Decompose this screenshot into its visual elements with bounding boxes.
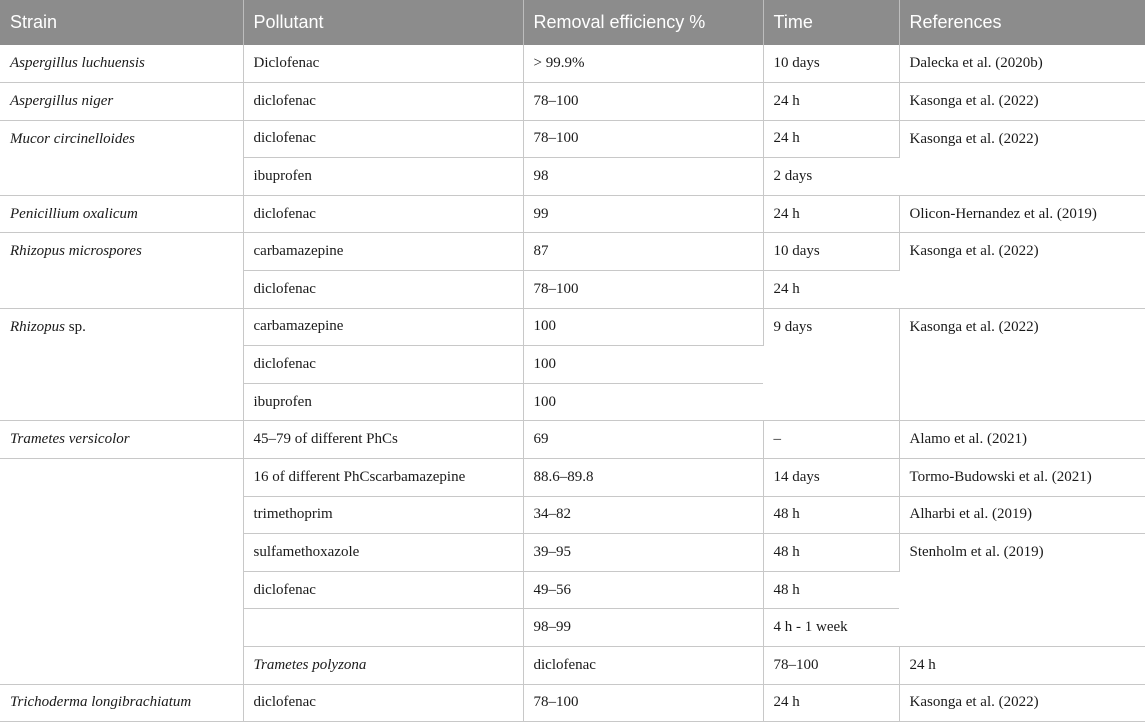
- header-row: [0, 0, 1145, 45]
- efficiency-cell: 87: [523, 233, 763, 271]
- strain-cell: Trametes versicolor: [0, 421, 243, 459]
- pollutant-cell: sulfamethoxazole: [243, 534, 523, 572]
- reference-cell: Stenholm et al. (2019): [899, 534, 1145, 647]
- table-row: [0, 308, 1145, 346]
- header-strain: Strain: [0, 0, 243, 45]
- pollutant-cell: diclofenac: [243, 195, 523, 233]
- reference-cell: Kasonga et al. (2022): [899, 684, 1145, 722]
- strain-cell: Rhizopus microspores: [0, 233, 243, 308]
- pollutant-cell: Diclofenac: [243, 45, 523, 83]
- reference-cell: Dalecka et al. (2020b): [899, 45, 1145, 83]
- reference-cell: Kasonga et al. (2022): [899, 308, 1145, 421]
- pollutant-cell: diclofenac: [243, 271, 523, 309]
- time-cell: 9 days: [763, 308, 899, 421]
- pollutant-cell: diclofenac: [243, 684, 523, 722]
- efficiency-cell: 100: [523, 346, 763, 384]
- table-row: [0, 684, 1145, 722]
- pollutant-cell: diclofenac: [243, 120, 523, 158]
- efficiency-cell: 39–95: [523, 534, 763, 572]
- strain-cell: Aspergillus luchuensis: [0, 45, 243, 83]
- efficiency-cell: 99: [523, 195, 763, 233]
- table-row: [0, 83, 1145, 121]
- time-cell: 10 days: [763, 233, 899, 271]
- reference-cell: Kasonga et al. (2022): [899, 120, 1145, 195]
- efficiency-cell: 34–82: [523, 496, 763, 534]
- efficiency-cell: 98–99: [523, 609, 763, 647]
- pollutant-cell: carbamazepine: [243, 233, 523, 271]
- table-row: [0, 233, 1145, 271]
- time-cell: 24 h: [763, 684, 899, 722]
- efficiency-cell: 98: [523, 158, 763, 196]
- reference-cell: Kasonga et al. (2022): [899, 233, 1145, 308]
- pollutant-cell: 16 of different PhCscarbamazepine: [243, 459, 523, 497]
- efficiency-cell: 49–56: [523, 571, 763, 609]
- strain-cell: Penicillium oxalicum: [0, 195, 243, 233]
- efficiency-cell: 78–100: [523, 271, 763, 309]
- time-cell: 10 days: [763, 45, 899, 83]
- time-cell: 48 h: [763, 534, 899, 572]
- strain-cell: Trichoderma longibrachiatum: [0, 684, 243, 722]
- efficiency-cell: 100: [523, 308, 763, 346]
- pollutant-cell: trimethoprim: [243, 496, 523, 534]
- table-header: [0, 0, 1145, 45]
- time-cell: 24 h: [763, 83, 899, 121]
- efficiency-cell: 78–100: [763, 647, 899, 685]
- time-cell: 14 days: [763, 459, 899, 497]
- header-references: References: [899, 0, 1145, 45]
- pollutant-cell: diclofenac: [243, 346, 523, 384]
- efficiency-cell: 78–100: [523, 684, 763, 722]
- pollutant-cell: 45–79 of different PhCs: [243, 421, 523, 459]
- reference-cell: Alharbi et al. (2019): [899, 496, 1145, 534]
- table-body: [0, 45, 1145, 722]
- strain-cell: Mucor circinelloides: [0, 120, 243, 195]
- strain-cell: Aspergillus niger: [0, 83, 243, 121]
- pollutant-cell: ibuprofen: [243, 383, 523, 421]
- pollutant-cell: diclofenac: [523, 647, 763, 685]
- strain-cell: Trametes polyzona: [243, 647, 523, 685]
- pollutant-cell: [243, 609, 523, 647]
- efficiency-cell: > 99.9%: [523, 45, 763, 83]
- time-cell: 24 h: [763, 120, 899, 158]
- time-cell: 4 h - 1 week: [763, 609, 899, 647]
- table-row: [0, 421, 1145, 459]
- header-time: Time: [763, 0, 899, 45]
- strain-genus: Rhizopus: [10, 318, 66, 335]
- table-row: [0, 195, 1145, 233]
- pollutant-cell: carbamazepine: [243, 308, 523, 346]
- time-cell: 48 h: [763, 496, 899, 534]
- time-cell: 2 days: [763, 158, 899, 196]
- header-removal-efficiency: Removal efficiency %: [523, 0, 763, 45]
- strain-suffix: sp.: [65, 318, 86, 335]
- reference-cell: Olicon-Hernandez et al. (2019): [899, 195, 1145, 233]
- reference-cell: Kasonga et al. (2022): [899, 83, 1145, 121]
- table-row: [0, 120, 1145, 158]
- efficiency-cell: 78–100: [523, 120, 763, 158]
- header-pollutant: Pollutant: [243, 0, 523, 45]
- reference-cell: Tormo-Budowski et al. (2021): [899, 459, 1145, 497]
- time-cell: 24 h: [899, 647, 1145, 685]
- efficiency-cell: 78–100: [523, 83, 763, 121]
- time-cell: 48 h: [763, 571, 899, 609]
- efficiency-cell: 88.6–89.8: [523, 459, 763, 497]
- reference-cell: Alamo et al. (2021): [899, 421, 1145, 459]
- efficiency-cell: 69: [523, 421, 763, 459]
- time-cell: –: [763, 421, 899, 459]
- strain-cell: [0, 308, 243, 421]
- table-row: [0, 459, 1145, 497]
- pollutant-cell: diclofenac: [243, 83, 523, 121]
- time-cell: 24 h: [763, 195, 899, 233]
- pollutant-cell: ibuprofen: [243, 158, 523, 196]
- efficiency-cell: 100: [523, 383, 763, 421]
- time-cell: 24 h: [763, 271, 899, 309]
- strain-cell-empty: [0, 459, 243, 685]
- pollutant-cell: diclofenac: [243, 571, 523, 609]
- table-row: [0, 45, 1145, 83]
